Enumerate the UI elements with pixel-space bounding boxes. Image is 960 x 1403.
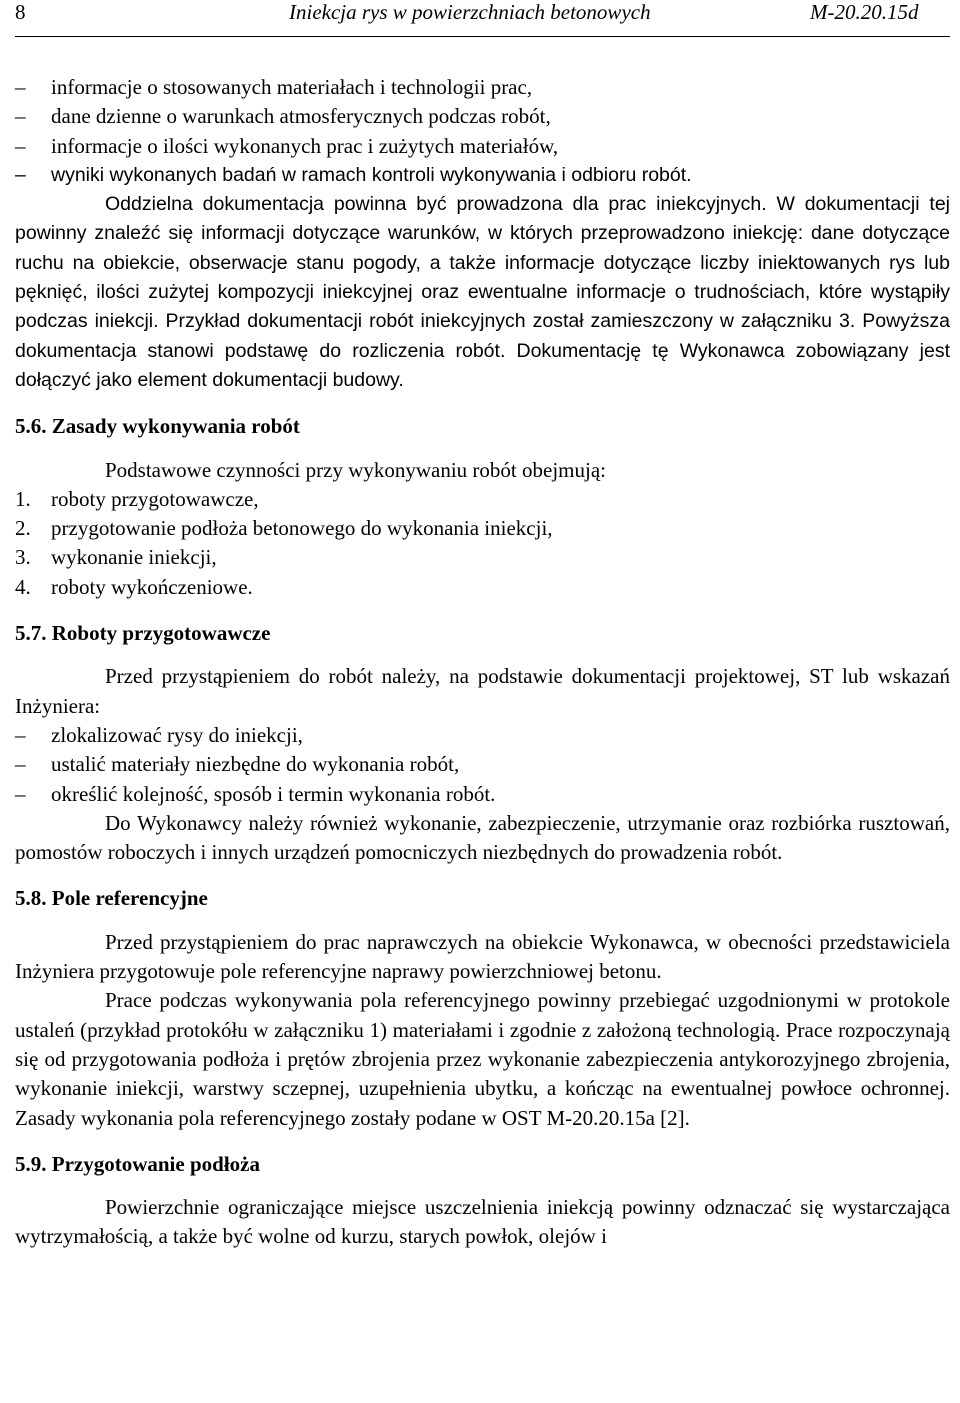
section-5-8-paragraph-2: Prace podczas wykonywania pola referencyjnego powinny przebiegać uzgodnionymi w protokole ustaleń (przykład protokółu w załączniku 1) materiałami i zgodnie z założoną technologią. Prace rozpoczynają się od przygotowania podłoża i prętów zbrojenia przez wykonanie zabezpieczenia antykorozyjnego zbrojenia, wykonanie iniekcji, warstwy sczepnej, uzupełnienia ubytku, a kończąc na ewentualnej powłoce ochronnej. Zasady wykonania pola referencyjnego zostały podane w OST M-20.20.15a [2]. (15, 988, 950, 1130)
numbered-item (15, 543, 950, 572)
numbered-item (15, 485, 950, 514)
list-item: – dane dzienne o warunkach atmosferycznych podczas robót, (15, 102, 950, 131)
section-5-6-intro: Podstawowe czynności przy wykonywaniu robót obejmują: (105, 457, 606, 482)
list-item: – zlokalizować rysy do iniekcji, (15, 721, 950, 750)
document-title: Iniekcja rys w powierzchniach betonowych (289, 0, 651, 24)
list-item: – informacje o ilości wykonanych prac i zużytych materiałów, (15, 132, 950, 161)
section-5-8-paragraph-1: Przed przystąpieniem do prac naprawczych na obiekcie Wykonawca, w obecności przedstawiciela Inżyniera przygotowuje pole referencyjne naprawy powierzchniowej betonu. (15, 929, 950, 984)
item-text: roboty przygotowawcze, (51, 486, 259, 511)
item-number: 4. (15, 574, 31, 599)
item-text: roboty wykończeniowe. (51, 574, 253, 599)
item-number: 1. (15, 486, 31, 511)
item-number: 2. (15, 516, 31, 541)
section-heading-5-7: 5.7. Roboty przygotowawcze (15, 621, 271, 646)
item-text: wykonanie iniekcji, (51, 545, 217, 570)
item-number: 3. (15, 545, 31, 570)
list-item: – wyniki wykonanych badań w ramach kontroli wykonywania i odbioru robót. (15, 161, 950, 190)
preparation-list (15, 721, 950, 809)
section-5-7-intro: Przed przystąpieniem do robót należy, na podstawie dokumentacji projektowej, ST lub wskazań Inżyniera: (15, 664, 950, 718)
list-item: – informacje o stosowanych materiałach i technologii prac, (15, 73, 950, 102)
section-heading-5-6: 5.6. Zasady wykonywania robót (15, 414, 300, 439)
section-5-9-paragraph: Powierzchnie ograniczające miejsce uszczelnienia iniekcją powinny odznaczać się wystarczająca wytrzymałością, a także być wolne od kurzu, starych powłok, olejów i (15, 1195, 950, 1249)
page-number: 8 (15, 0, 26, 24)
works-numbered-list (15, 485, 950, 602)
section-5-7-paragraph: Do Wykonawcy należy również wykonanie, zabezpieczenie, utrzymanie oraz rozbiórka rusztowań, pomostów roboczych i innych urządzeń pomocniczych niezbędnych do prowadzenia robót. (15, 810, 950, 865)
document-page (15, 0, 950, 1252)
list-item: – ustalić materiały niezbędne do wykonania robót, (15, 750, 950, 779)
documentation-paragraph: Oddzielna dokumentacja powinna być prowadzona dla prac iniekcyjnych. W dokumentacji tej powinny znaleźć się informacji dotyczące warunków, w których przeprowadzono iniekcję: dane dotyczące ruchu na obiekcie, obserwacje stanu pogody, a także informacje dotyczące liczby iniektowanych rys lub pęknięć, ilości zużytej kompozycji iniekcyjnej oraz ewentualne informacje o trudnościach, które wystąpiły podczas iniekcji. Przykład dokumentacji robót iniekcyjnych został zamieszczony w załączniku 3. Powyższa dokumentacja stanowi podstawę do rozliczenia robót. Dokumentację tę Wykonawca zobowiązany jest dołączyć jako element dokumentacji budowy. (15, 193, 950, 391)
item-text: przygotowanie podłoża betonowego do wykonania iniekcji, (51, 516, 553, 541)
numbered-item (15, 573, 950, 602)
list-item: – określić kolejność, sposób i termin wykonania robót. (15, 780, 950, 809)
section-heading-5-8: 5.8. Pole referencyjne (15, 886, 208, 911)
numbered-item (15, 514, 950, 543)
section-heading-5-9: 5.9. Przygotowanie podłoża (15, 1151, 260, 1176)
documentation-list (15, 73, 950, 190)
page-header (15, 0, 950, 37)
document-code: M-20.20.15d (810, 0, 919, 24)
